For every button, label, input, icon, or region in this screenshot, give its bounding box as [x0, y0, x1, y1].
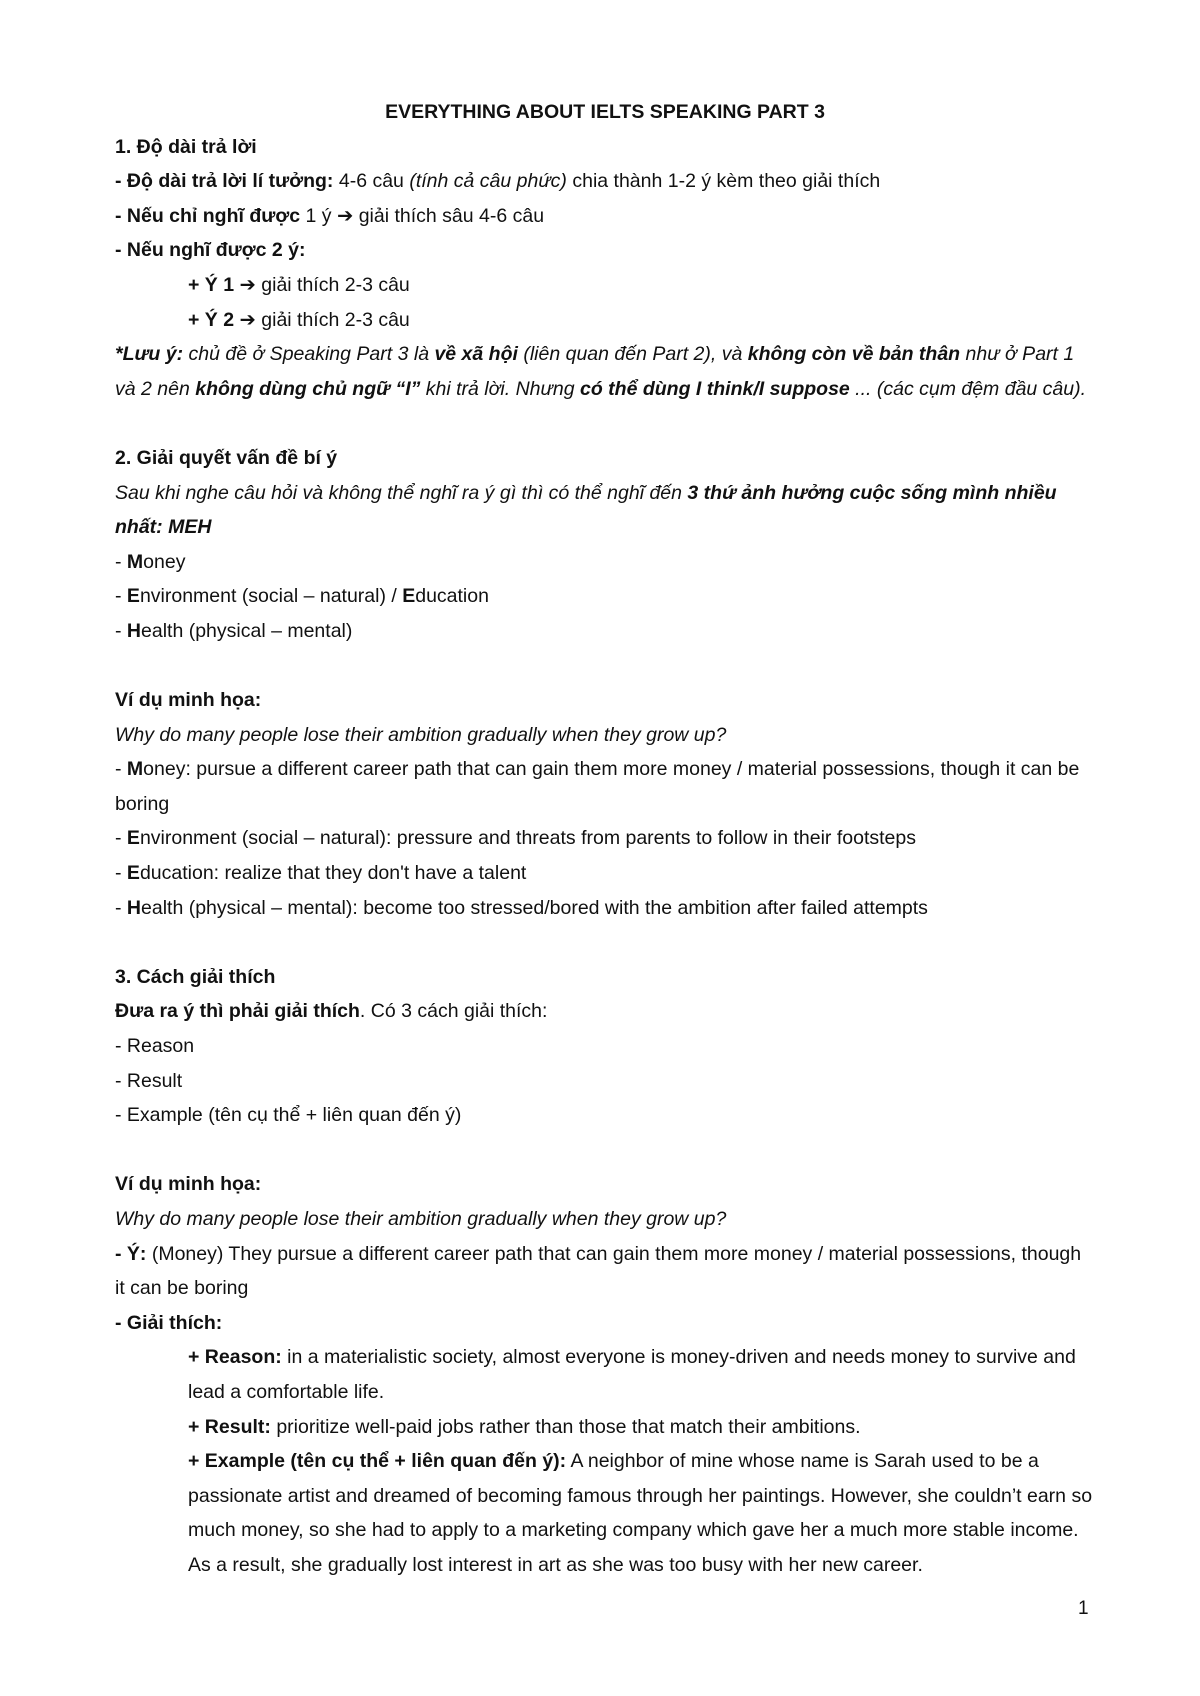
- section-3-intro: Đưa ra ý thì phải giải thích. Có 3 cách giải thích:: [115, 1000, 548, 1023]
- arrow-icon: ➔: [336, 204, 354, 227]
- list-item: - Environment (social – natural): pressure and threats from parents to follow in their footsteps: [115, 827, 916, 850]
- section-2-intro: Sau khi nghe câu hỏi và không thể nghĩ ra ý gì thì có thể nghĩ đến 3 thứ ảnh hưởng cuộc sống mình nhiều nhất: MEH: [115, 481, 1057, 539]
- explain-heading: - Giải thích:: [115, 1311, 223, 1334]
- list-item: - Education: realize that they don't have a talent: [115, 862, 527, 885]
- arrow-icon: ➔: [234, 308, 256, 331]
- example-heading: Ví dụ minh họa:: [115, 689, 262, 712]
- example-idea: - Ý: (Money) They pursue a different career path that can gain them more money / material possessions, though it can be boring: [115, 1242, 1082, 1300]
- section-1-note: *Lưu ý: chủ đề ở Speaking Part 3 là về xã hội (liên quan đến Part 2), và không còn về bản thân như ở Part 1 và 2 nên không dùng chủ ngữ “I” khi trả lời. Nhưng có thể dùng I think/I suppose ... (các cụm đệm đầu câu).: [115, 343, 1087, 400]
- section-1-heading: 1. Độ dài trả lời: [115, 135, 257, 158]
- explain-reason: + Reason: in a materialistic society, almost everyone is money-driven and needs money to survive and lead a comfortable life.: [188, 1346, 1076, 1403]
- example-question: Why do many people lose their ambition gradually when they grow up?: [115, 723, 727, 746]
- example-heading: Ví dụ minh họa:: [115, 1173, 262, 1196]
- section-1-line-2: - Nếu chỉ nghĩ được 1 ý ➔ giải thích sâu 4-6 câu: [115, 204, 545, 227]
- list-item: - Health (physical – mental): [115, 619, 353, 642]
- list-item: - Money: pursue a different career path that can gain them more money / material possessions, though it can be boring: [115, 758, 1080, 815]
- list-item: - Reason: [115, 1035, 195, 1058]
- arrow-icon: ➔: [234, 273, 256, 296]
- page-number: 1: [1078, 1598, 1089, 1619]
- list-item: - Health (physical – mental): become too stressed/bored with the ambition after failed attempts: [115, 896, 928, 919]
- list-item: - Result: [115, 1069, 183, 1092]
- section-1-line-5: + Ý 2 ➔ giải thích 2-3 câu: [188, 308, 410, 331]
- list-item: - Money: [115, 550, 186, 573]
- explain-example: + Example (tên cụ thể + liên quan đến ý): A neighbor of mine whose name is Sarah used to be a passionate artist and dreamed of becoming famous through her paintings. However, she couldn’t earn so much money, so she had to apply to a marketing company which gave her a much more stable income. As a result, she gradually lost interest in art as she was too busy with her new career.: [188, 1450, 1093, 1576]
- example-question: Why do many people lose their ambition gradually when they grow up?: [115, 1208, 727, 1230]
- list-item: - Environment (social – natural) / Education: [115, 585, 489, 608]
- explain-result: + Result: prioritize well-paid jobs rather than those that match their ambitions.: [188, 1415, 861, 1438]
- section-1-line-1: - Độ dài trả lời lí tưởng: 4-6 câu (tính cả câu phức) chia thành 1-2 ý kèm theo giải thích: [115, 170, 881, 193]
- page-title: EVERYTHING ABOUT IELTS SPEAKING PART 3: [385, 101, 825, 123]
- section-1-line-4: + Ý 1 ➔ giải thích 2-3 câu: [188, 273, 410, 296]
- document-body: [115, 95, 1095, 1583]
- list-item: - Example (tên cụ thể + liên quan đến ý): [115, 1104, 462, 1127]
- section-2-heading: 2. Giải quyết vấn đề bí ý: [115, 446, 338, 469]
- section-3-heading: 3. Cách giải thích: [115, 965, 276, 988]
- section-1-line-3: - Nếu nghĩ được 2 ý:: [115, 239, 306, 262]
